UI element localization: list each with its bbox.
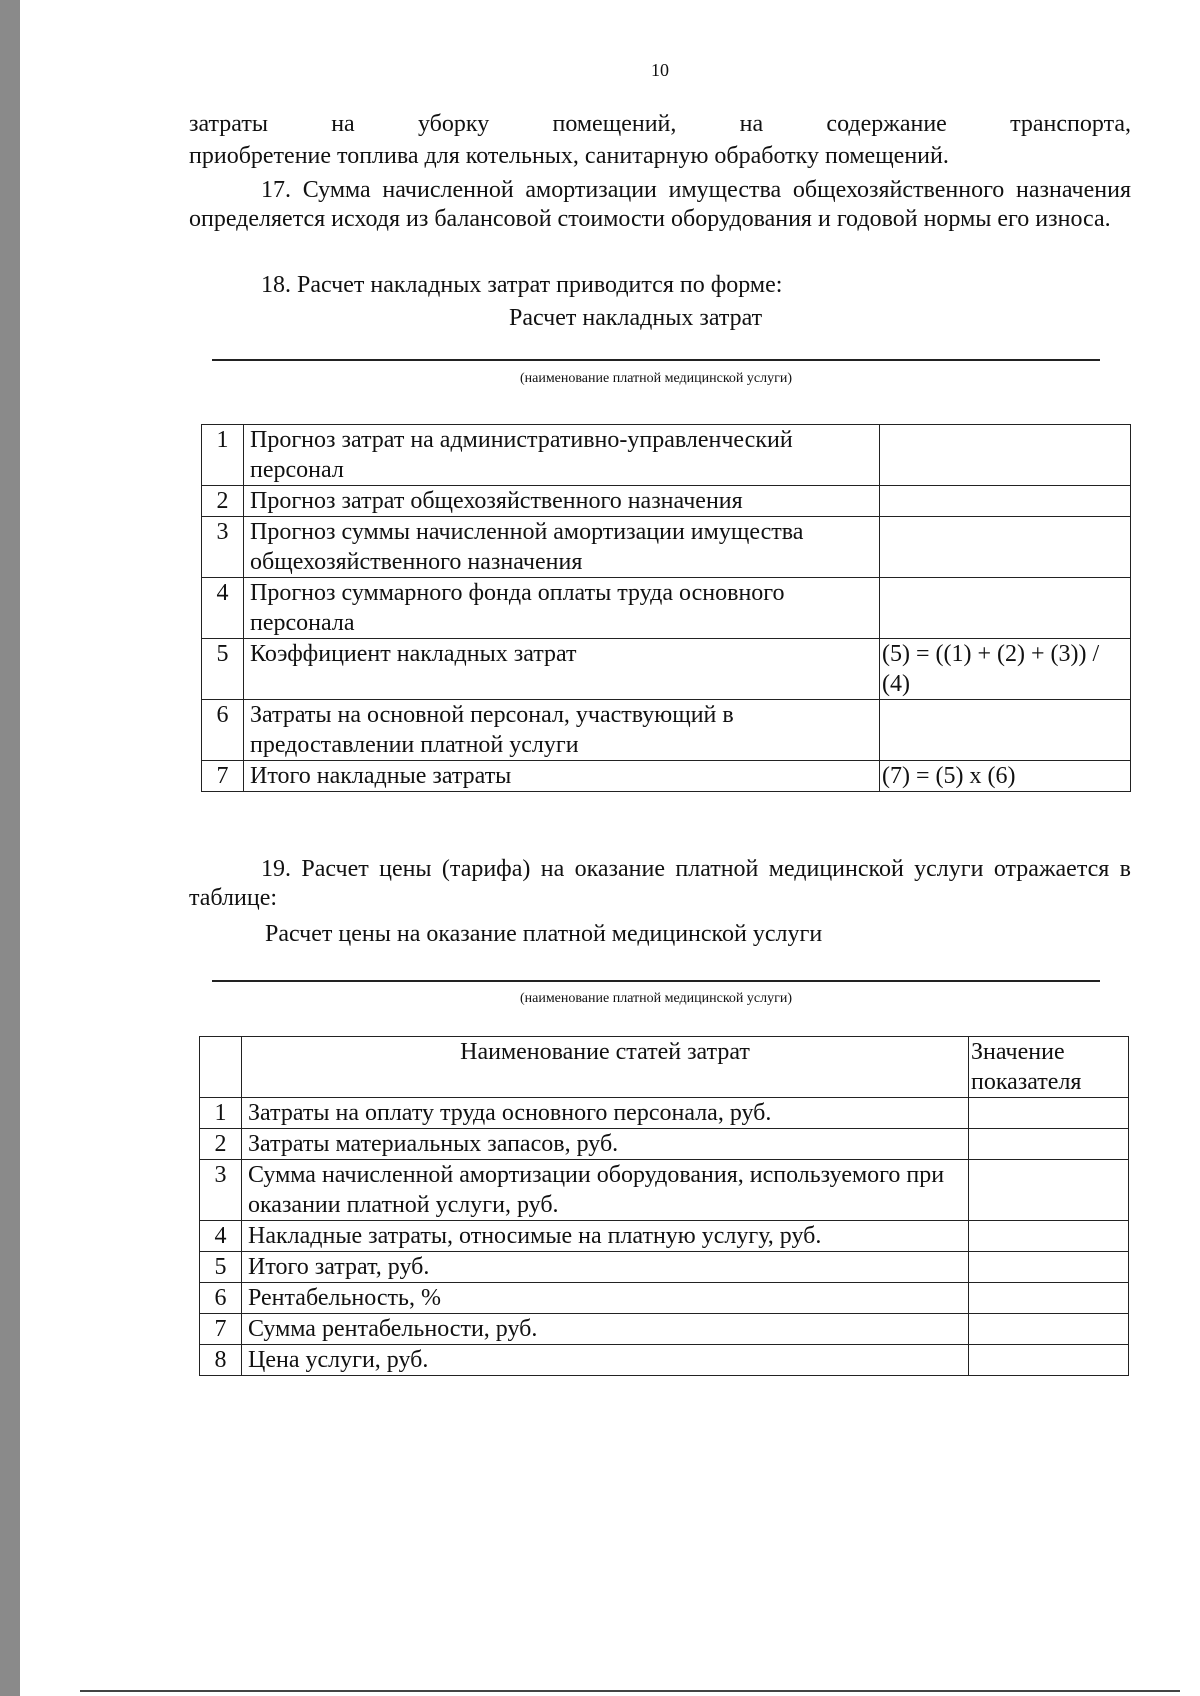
row-label: Затраты материальных запасов, руб.: [242, 1129, 969, 1160]
table-row: [202, 639, 1131, 700]
row-number: 1: [202, 425, 244, 486]
row-value: [880, 425, 1131, 486]
service-name-line-2: [212, 980, 1100, 982]
row-number: 6: [202, 700, 244, 761]
row-value: [969, 1129, 1129, 1160]
price-table: [199, 1036, 1129, 1376]
table-row: [202, 425, 1131, 486]
row-label: Рентабельность, %: [242, 1283, 969, 1314]
row-value: [969, 1221, 1129, 1252]
paragraph-17: 17. Сумма начисленной амортизации имущества общехозяйственного назначения определяется исходя из балансовой стоимости оборудования и годовой нормы его износа.: [189, 177, 1131, 232]
row-number: 3: [200, 1160, 242, 1221]
service-name-caption: (наименование платной медицинской услуги): [519, 371, 793, 386]
table-row: [202, 761, 1131, 792]
row-number: 2: [200, 1129, 242, 1160]
header-number: [200, 1037, 242, 1098]
row-number: 5: [200, 1252, 242, 1283]
table-header-row: [200, 1037, 1129, 1098]
row-label: Затраты на оплату труда основного персонала, руб.: [242, 1098, 969, 1129]
table-row: [200, 1314, 1129, 1345]
row-label: Затраты на основной персонал, участвующий в предоставлении платной услуги: [244, 700, 880, 761]
row-number: 4: [202, 578, 244, 639]
row-label: Сумма начисленной амортизации оборудования, используемого при оказании платной услуги, руб.: [242, 1160, 969, 1221]
table-row: [202, 700, 1131, 761]
row-label: Сумма рентабельности, руб.: [242, 1314, 969, 1345]
row-number: 8: [200, 1345, 242, 1376]
row-label: Итого накладные затраты: [244, 761, 880, 792]
overhead-table: [201, 424, 1131, 792]
row-label: Прогноз суммы начисленной амортизации имущества общехозяйственного назначения: [244, 517, 880, 578]
row-label: Накладные затраты, относимые на платную услугу, руб.: [242, 1221, 969, 1252]
row-value: [880, 700, 1131, 761]
paragraph-18: 18. Расчет накладных затрат приводится по форме:: [261, 272, 783, 298]
row-label: Итого затрат, руб.: [242, 1252, 969, 1283]
row-value: [969, 1345, 1129, 1376]
service-name-line: [212, 359, 1100, 361]
price-table-body: [200, 1037, 1129, 1376]
row-label: Прогноз затрат на административно-управленческий персонал: [244, 425, 880, 486]
table-row: [200, 1098, 1129, 1129]
row-value: [880, 578, 1131, 639]
row-number: 5: [202, 639, 244, 700]
bottom-rule: [80, 1690, 1180, 1692]
row-number: 7: [202, 761, 244, 792]
paragraph-19: 19. Расчет цены (тарифа) на оказание платной медицинской услуги отражается в таблице:: [189, 856, 1131, 911]
overhead-form-title: Расчет накладных затрат: [509, 305, 763, 331]
page-number: 10: [651, 60, 669, 80]
row-number: 7: [200, 1314, 242, 1345]
table-row: [200, 1221, 1129, 1252]
overhead-table-body: [202, 425, 1131, 792]
price-form-title: Расчет цены на оказание платной медицинской услуги: [265, 921, 823, 947]
table-row: [200, 1345, 1129, 1376]
row-label: Прогноз затрат общехозяйственного назначения: [244, 486, 880, 517]
row-label: Цена услуги, руб.: [242, 1345, 969, 1376]
header-name: Наименование статей затрат: [242, 1037, 969, 1098]
table-row: [200, 1252, 1129, 1283]
row-value: (5) = ((1) + (2) + (3)) / (4): [880, 639, 1131, 700]
row-value: [969, 1283, 1129, 1314]
row-number: 4: [200, 1221, 242, 1252]
row-number: 3: [202, 517, 244, 578]
table-row: [200, 1129, 1129, 1160]
row-number: 6: [200, 1283, 242, 1314]
row-label: Прогноз суммарного фонда оплаты труда основного персонала: [244, 578, 880, 639]
paragraph-16-line-1: затраты на уборку помещений, на содержание транспорта,: [189, 111, 1131, 137]
row-value: (7) = (5) x (6): [880, 761, 1131, 792]
table-row: [202, 517, 1131, 578]
scan-edge: [0, 0, 20, 1696]
header-value: Значение показателя: [969, 1037, 1129, 1098]
table-row: [202, 578, 1131, 639]
row-value: [880, 486, 1131, 517]
row-number: 2: [202, 486, 244, 517]
row-number: 1: [200, 1098, 242, 1129]
row-value: [880, 517, 1131, 578]
row-value: [969, 1314, 1129, 1345]
service-name-caption-2: (наименование платной медицинской услуги): [519, 991, 793, 1006]
paragraph-16-line-2: приобретение топлива для котельных, санитарную обработку помещений.: [189, 143, 949, 169]
row-value: [969, 1252, 1129, 1283]
row-label: Коэффициент накладных затрат: [244, 639, 880, 700]
table-row: [202, 486, 1131, 517]
row-value: [969, 1098, 1129, 1129]
table-row: [200, 1283, 1129, 1314]
row-value: [969, 1160, 1129, 1221]
table-row: [200, 1160, 1129, 1221]
